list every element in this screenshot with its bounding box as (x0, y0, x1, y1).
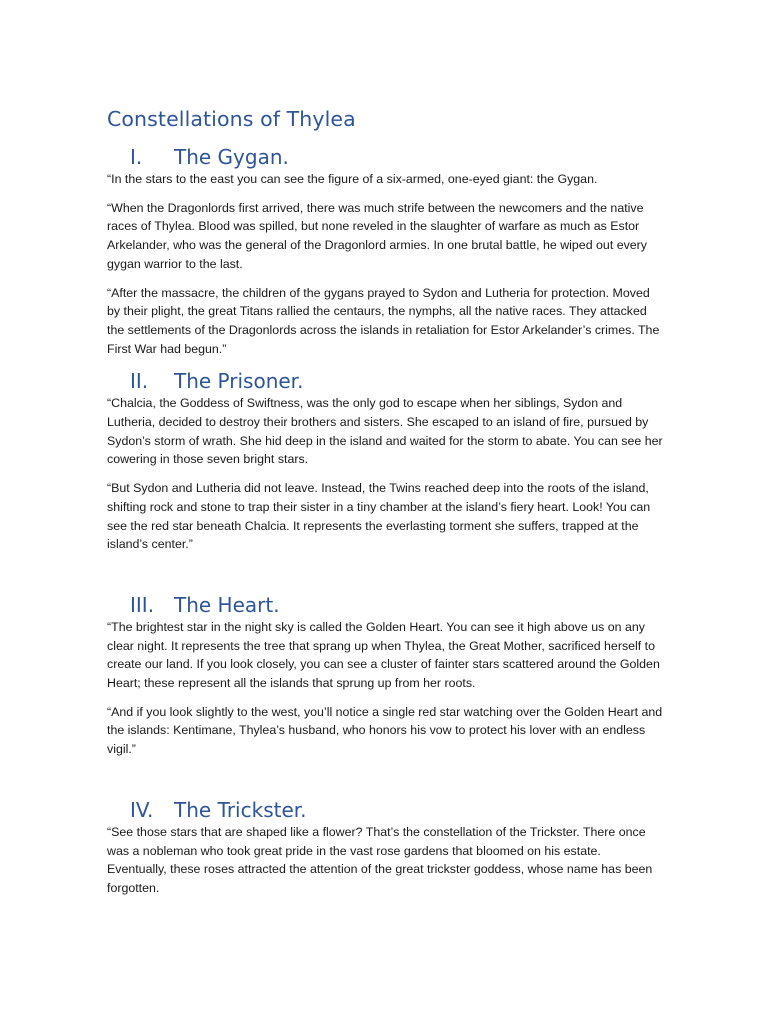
document-title: Constellations of Thylea (107, 107, 356, 131)
section-trickster (107, 797, 663, 898)
numeral-text: I. (130, 145, 143, 169)
numeral-text: IV. (130, 797, 154, 822)
paragraph: “When the Dragonlords first arrived, there was much strife between the newcomers and the native races of Thylea. Blood was spilled, but none reveled in the slaughter of warfare as much as Estor Arkelander, who was the general of the Dragonlord armies. In one brutal battle, he wiped out every gygan warrior to the last. (107, 200, 647, 271)
section-heart (107, 592, 663, 759)
paragraph: “The brightest star in the night sky is called the Golden Heart. You can see it high above us on any clear night. It represents the tree that sprang up when Thylea, the Great Mother, sacrificed herself to create our land. If you look closely, you can see a cluster of fainter stars scattered around the Golden Heart; these represent all the islands that sprung up from her roots. (107, 619, 660, 691)
section-prisoner (107, 368, 663, 554)
section-heading-text: The Gygan. (174, 145, 289, 169)
section-heading-text: The Prisoner. (174, 369, 304, 394)
section-numeral (107, 797, 174, 823)
section-numeral (107, 592, 174, 618)
section-heading (107, 368, 663, 394)
section-gygan (107, 144, 663, 358)
spacer (107, 769, 663, 797)
paragraph: “See those stars that are shaped like a flower? That’s the constellation of the Trickster. There once was a nobleman who took great pride in the vast rose gardens that bloomed on his estate. Eventually, these roses attracted the attention of the great trickster goddess, whose name has been forgotten. (107, 824, 653, 895)
numeral-text: III. (130, 592, 155, 617)
section-heading-text: The Heart. (174, 592, 280, 617)
paragraph: “After the massacre, the children of the gygans prayed to Sydon and Lutheria for protection. Moved by their plight, the great Titans rallied the centaurs, the nymphs, all the native races. They attacked the settlements of the Dragonlords across the islands in retaliation for Estor Arkelander’s crimes. The First War had begun.” (107, 285, 660, 356)
spacer (107, 564, 663, 592)
section-heading (107, 144, 663, 170)
document-page (107, 104, 663, 908)
section-numeral (107, 368, 174, 394)
section-heading (107, 592, 663, 618)
section-heading-text: The Trickster. (174, 797, 307, 822)
paragraph: “In the stars to the east you can see the figure of a six-armed, one-eyed giant: the Gygan. (107, 172, 598, 186)
section-numeral (107, 144, 174, 170)
numeral-text: II. (130, 369, 149, 394)
paragraph: “And if you look slightly to the west, you’ll notice a single red star watching over the Golden Heart and the islands: Kentimane, Thylea’s husband, who honors his vow to protect his lover with an endless vigil.” (107, 704, 663, 757)
paragraph: “But Sydon and Lutheria did not leave. Instead, the Twins reached deep into the roots of the island, shifting rock and stone to trap their sister in a tiny chamber at the island’s fiery heart. Look! You can see the red star beneath Chalcia. It represents the everlasting torment she suffers, trapped at the island’s center.” (107, 481, 651, 552)
paragraph: “Chalcia, the Goddess of Swiftness, was the only god to escape when her siblings, Sydon and Lutheria, decided to destroy their brothers and sisters. She escaped to an island of fire, pursued by Sydon’s storm of wrath. She hid deep in the island and waited for the storm to abate. You can see her cowering in those seven bright stars. (107, 396, 663, 467)
section-heading (107, 797, 663, 823)
